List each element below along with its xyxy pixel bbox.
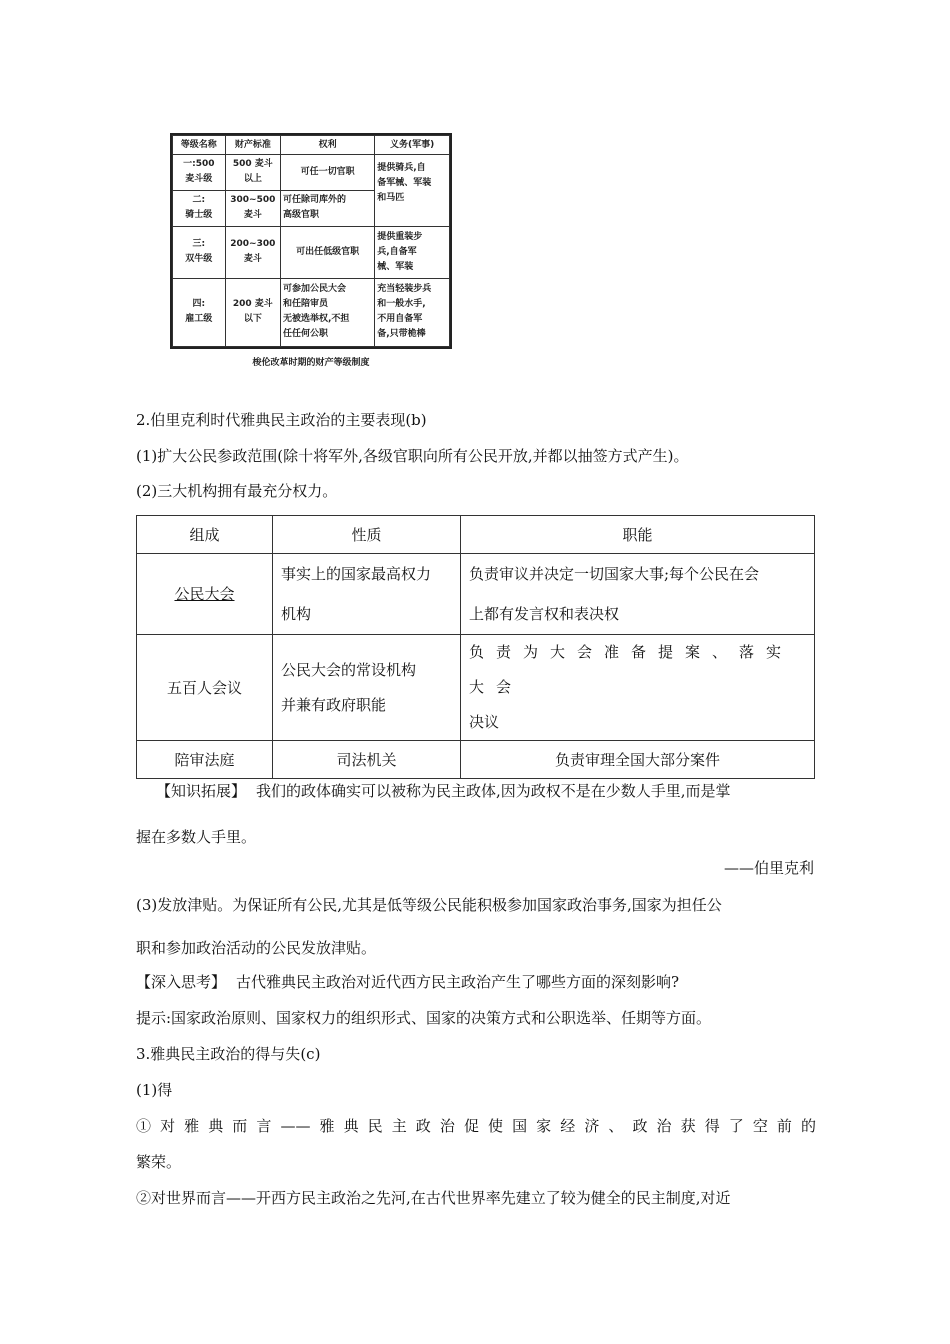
scan-row [173,155,450,191]
table-row [137,635,815,741]
nature-line: 并兼有政府职能 [281,695,387,714]
institution-function [461,554,815,635]
table-caption: 梭伦改革时期的财产等级制度 [252,358,370,368]
scan-cell-duties: 提供重装步 兵,自备军 械、军装 [375,226,450,278]
section-heading: 3.雅典民主政治的得与失(c) [136,1045,321,1063]
function-line: 负责为大会准备提案、落实大会 [469,643,794,696]
function-line: 上都有发言权和表决权 [469,605,620,623]
scan-header-duties: 义务(军事) [375,136,450,155]
quote-attribution: ——伯里克利 [723,859,814,877]
table-row [137,741,815,779]
header-nature: 性质 [273,516,461,554]
paragraph: 职和参加政治活动的公民发放津贴。 [136,939,377,957]
scan-cell-property: 200~300 麦斗 [225,226,280,278]
scan-cell-grade: 三: 双牛级 [173,226,226,278]
scan-cell-rights: 可参加公民大会 和任陪审员 无被选举权,不担 任任何公职 [281,278,375,346]
scan-cell-rights: 可任一切官职 [281,155,375,191]
knowledge-text-cont: 握在多数人手里。 [136,828,257,846]
hint-text: 提示:国家政治原则、国家权力的组织形式、国家的决策方式和公职选举、任期等方面。 [136,1009,712,1027]
header-composition: 组成 [137,516,273,554]
institution-nature [273,554,461,635]
institution-name-text: 公民大会 [174,585,235,603]
scan-cell-grade: 四: 雇工级 [173,278,226,346]
scan-row [173,226,450,278]
knowledge-paragraph [156,781,731,801]
paragraph: (2)三大机构拥有最充分权力。 [136,482,338,500]
knowledge-text: 我们的政体确实可以被称为民主政体,因为政权不是在少数人手里,而是掌 [256,782,731,800]
institution-name: 陪审法庭 [137,741,273,779]
thinking-paragraph [136,972,679,992]
scan-row [173,278,450,346]
paragraph: ①对雅典而言——雅典民主政治促使国家经济、政治获得了空前的 [136,1117,816,1135]
header-function: 职能 [461,516,815,554]
institution-function [461,635,815,741]
scan-cell-grade: 一:500 麦斗级 [173,155,226,191]
paragraph: (3)发放津贴。为保证所有公民,尤其是低等级公民能积极参加国家政治事务,国家为担任公 [136,896,722,914]
institution-name [137,554,273,635]
scan-cell-rights: 可任除司库外的 高级官职 [281,190,375,226]
nature-line: 公民大会的常设机构 [281,660,417,679]
scan-cell-property: 200 麦斗 以下 [225,278,280,346]
scan-cell-property: 500 麦斗 以上 [225,155,280,191]
scan-cell-property: 300~500 麦斗 [225,190,280,226]
thinking-question: 古代雅典民主政治对近代西方民主政治产生了哪些方面的深刻影响? [236,973,680,991]
nature-line: 机构 [281,605,312,623]
property-class-table-image [170,133,452,349]
subheading: (1)得 [136,1081,173,1099]
scan-header-rights: 权利 [281,136,375,155]
institution-nature: 司法机关 [273,741,461,779]
nature-line: 事实上的国家最高权力 [281,565,432,583]
section-heading: 2.伯里克利时代雅典民主政治的主要表现(b) [136,411,427,429]
paragraph: ②对世界而言——开西方民主政治之先河,在古代世界率先建立了较为健全的民主制度,对近 [136,1189,731,1207]
knowledge-tag: 【知识拓展】 [156,782,247,800]
scan-cell-duties: 充当轻装步兵 和一般水手, 不用自备军 备,只带桅棒 [375,278,450,346]
scan-header-grade: 等级名称 [173,136,226,155]
table-header-row [137,516,815,554]
thinking-tag: 【深入思考】 [136,973,227,991]
scan-cell-rights: 可出任低级官职 [281,226,375,278]
table-row [137,554,815,635]
institution-name: 五百人会议 [137,635,273,741]
scan-header-property: 财产标准 [225,136,280,155]
function-line: 决议 [469,713,500,731]
institution-function: 负责审理全国大部分案件 [461,741,815,779]
scan-cell-grade: 二: 骑士级 [173,190,226,226]
paragraph: (1)扩大公民参政范围(除十将军外,各级官职向所有公民开放,并都以抽签方式产生)。 [136,447,689,465]
institutions-table [136,515,815,779]
institution-nature [273,635,461,741]
paragraph: 繁荣。 [136,1153,182,1171]
scan-cell-duties: 提供骑兵,自 备军械、军装 和马匹 [375,155,450,227]
function-line: 负责审议并决定一切国家大事;每个公民在会 [469,565,760,583]
